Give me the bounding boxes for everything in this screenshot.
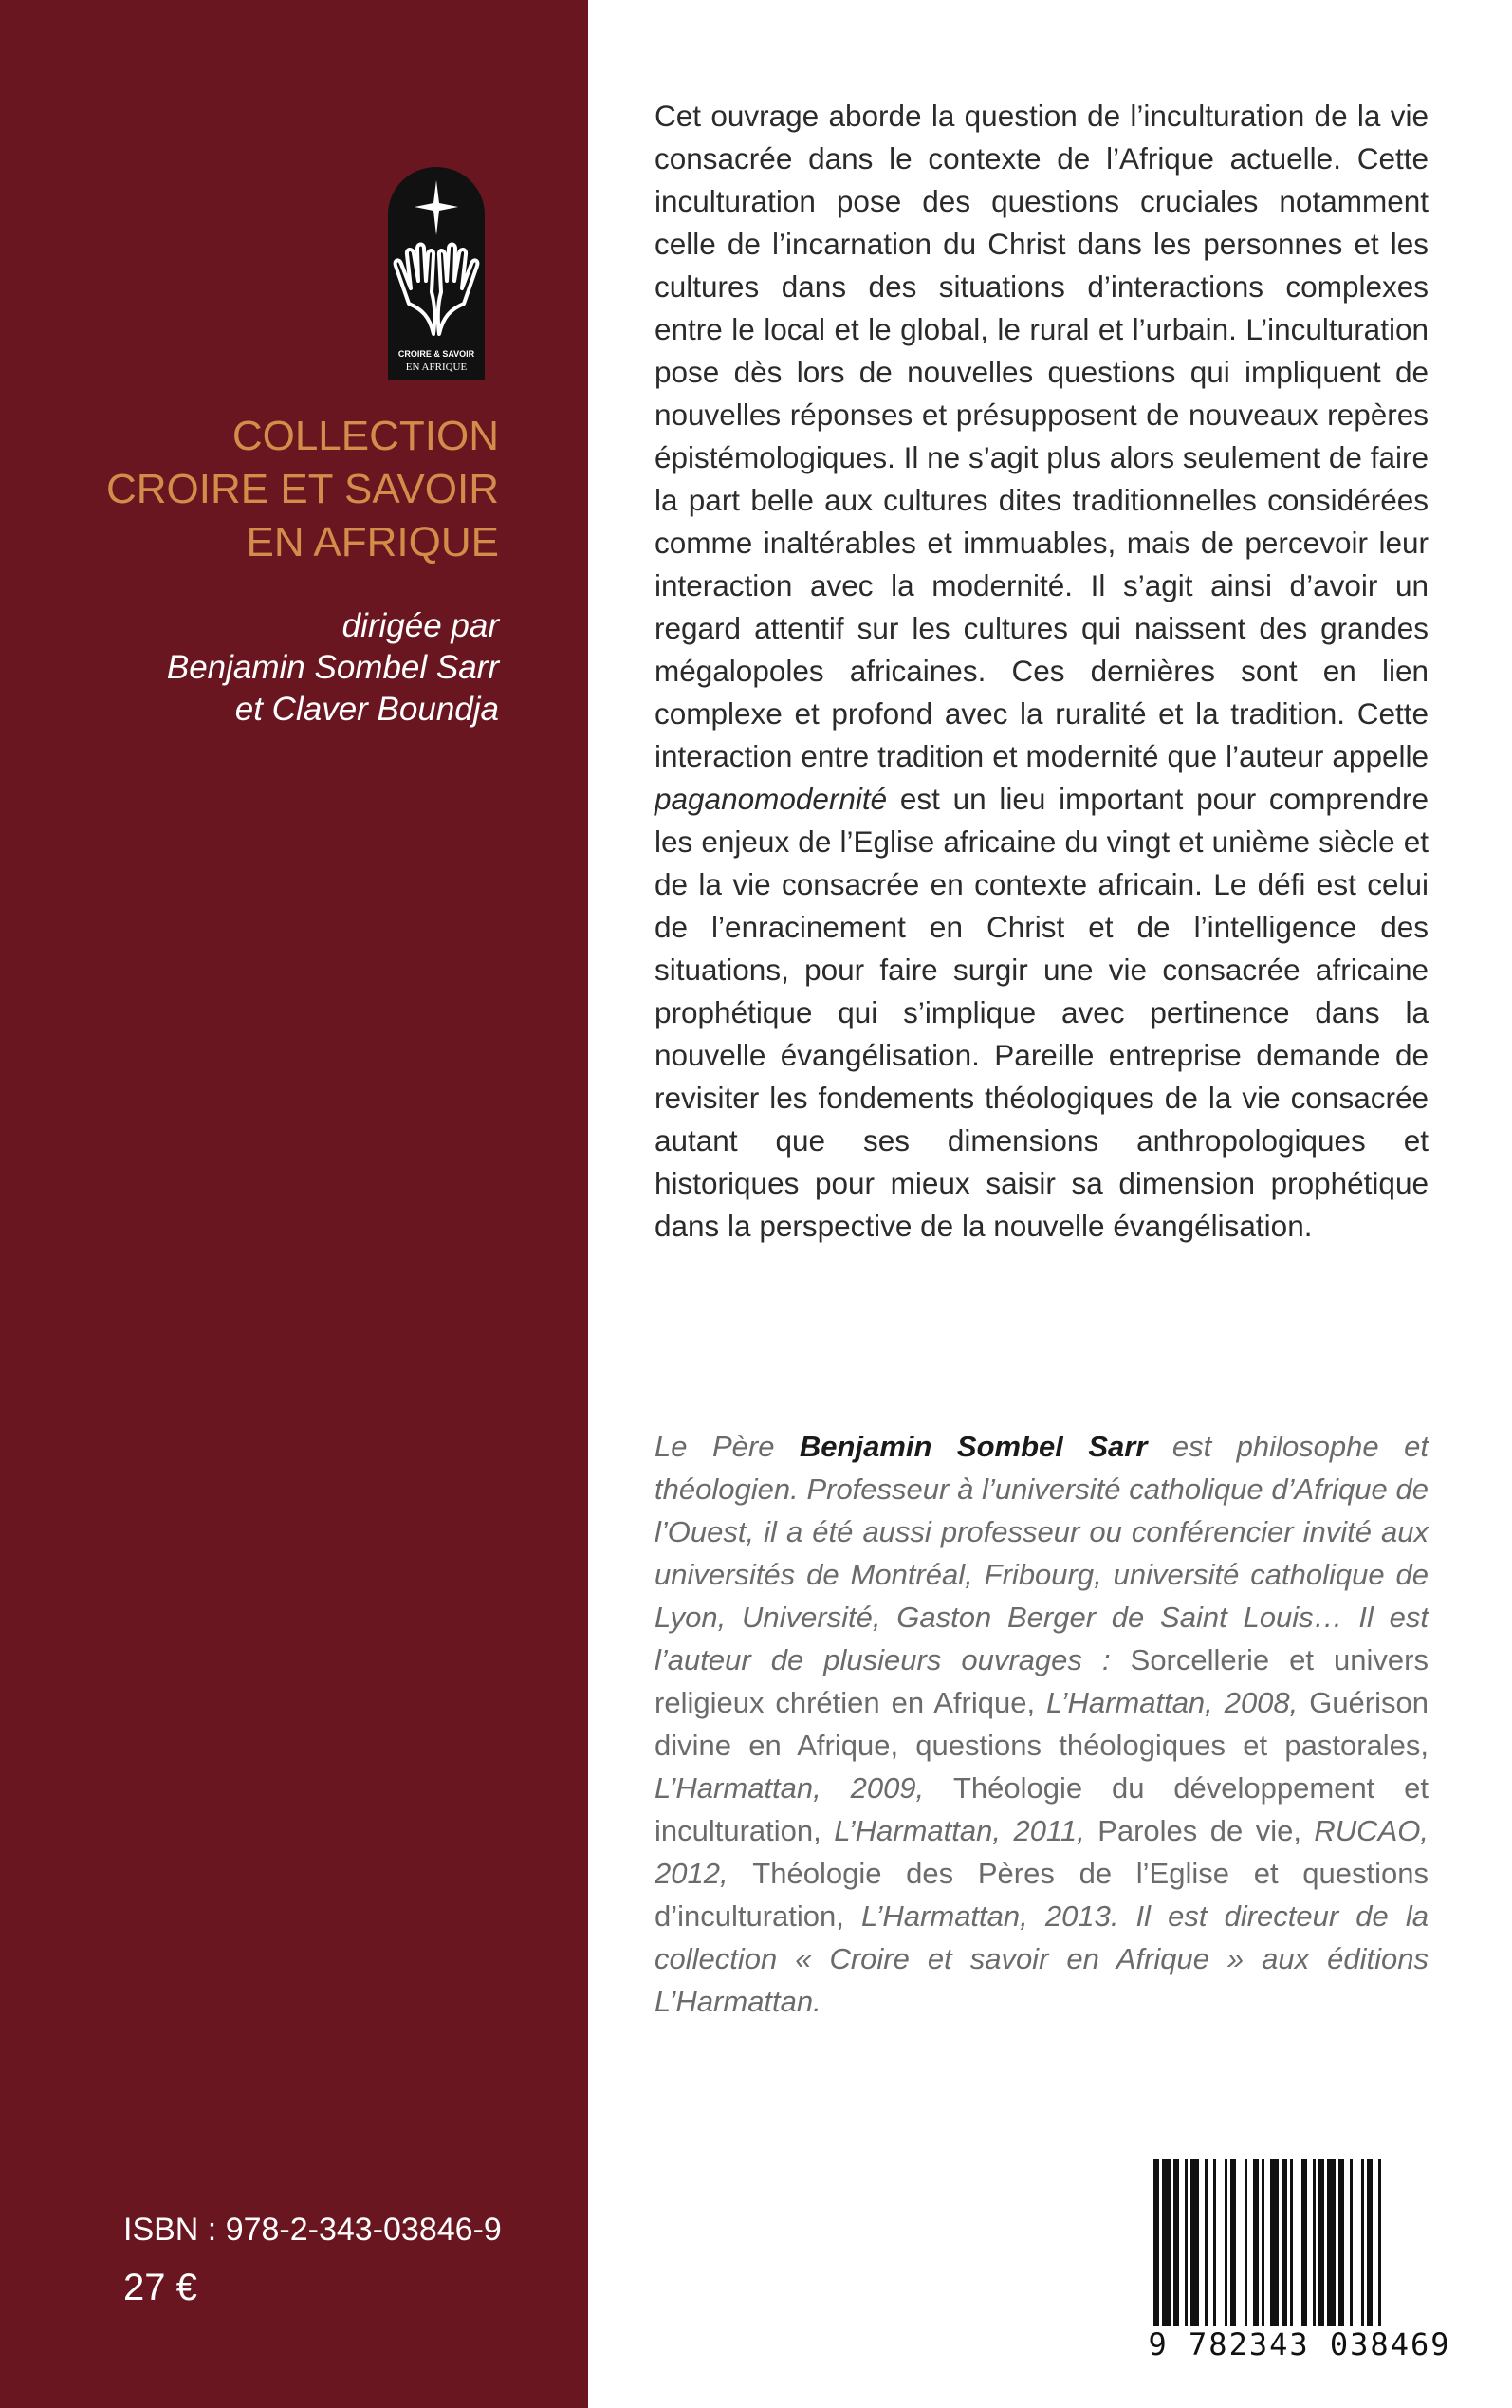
collection-title (38, 410, 499, 569)
bio-part7: L’Harmattan, 2013. Il est directeur de la collection « Croire et savoir en Afrique » aux éditions L’Harmattan. (655, 1899, 1429, 2018)
summary-term: paganomodernité (655, 782, 888, 816)
logo-text-line2: EN AFRIQUE (405, 361, 468, 373)
author-name: Benjamin Sombel Sarr (799, 1430, 1148, 1463)
back-cover-spine-panel (0, 0, 588, 2408)
summary-part2: est un lieu important pour comprendre les enjeux de l’Eglise africaine du vingt et unième siècle et de la vie consacrée en contexte africain. Le défi est celui de l’enracinement en Christ et de l’intelligence des situations, pour faire surgir une vie consacrée africaine prophétique qui s’implique avec pertinence dans la nouvelle évangélisation. Pareille entreprise demande de revisiter les fondements théologiques de la vie consacrée autant que ses dimensions anthropologiques et historiques pour mieux saisir sa dimension prophétique dans la perspective de la nouvelle évangélisation. (655, 782, 1429, 1243)
barcode (1146, 2159, 1453, 2374)
collection-logo (388, 167, 485, 380)
hands-and-star-icon (388, 167, 485, 380)
collection-directors (38, 605, 499, 731)
logo-text-line1: CROIRE & SAVOIR (397, 349, 475, 359)
barcode-bars (1146, 2159, 1453, 2330)
bio-part6: RUCAO, 2012, (655, 1814, 1429, 1890)
bio-part2: est philosophe et théologien. Professeur à l’université catholique d’Afrique de l’Ouest, il a été aussi professeur ou conférencier invité aux universités de Montréal, Fribourg, université catholique de Lyon, Université, Gaston Berger de Saint Louis… Il est l’auteur de plusieurs ouvrages : (655, 1430, 1429, 1676)
book-title-1: Sorcellerie et univers religieux chrétien en Afrique, (655, 1643, 1429, 1719)
directors-line2: Benjamin Sombel Sarr (166, 649, 499, 686)
bio-part5: L’Harmattan, 2011, (834, 1814, 1098, 1847)
book-title-3: Théologie du développement et inculturation, (655, 1771, 1429, 1847)
isbn-number: ISBN : 978-2-343-03846-9 (123, 2212, 502, 2248)
bio-part1: Le Père (655, 1430, 800, 1463)
summary-part1: Cet ouvrage aborde la question de l’inculturation de la vie consacrée dans le contexte de l’Afrique actuelle. Cette inculturation pose des questions cruciales notamment celle de l’incarnation du Christ dans les personnes et les cultures dans des situations d’interactions complexes entre le local et le global, le rural et l’urbain. L’inculturation pose dès lors de nouvelles questions qui impliquent de nouvelles réponses et présupposent de nouveaux repères épistémologiques. Il ne s’agit plus alors seulement de faire la part belle aux cultures dites traditionnelles considérées comme inaltérables et immuables, mais de percevoir leur interaction avec la modernité. Il s’agit ainsi d’avoir un regard attentif sur les cultures qui naissent des grandes mégalopoles africaines. Ces dernières sont en lien complexe et profond avec la ruralité et la tradition. Cette interaction entre tradition et modernité que l’auteur appelle (655, 99, 1429, 773)
author-biography (655, 1425, 1429, 2023)
book-title-5: Théologie des Pères de l’Eglise et questions d’inculturation, (655, 1857, 1429, 1933)
directors-line1: dirigée par (341, 607, 499, 644)
bio-part3: L’Harmattan, 2008, (1046, 1686, 1310, 1719)
price-label: 27 € (123, 2267, 197, 2308)
bio-part4: L’Harmattan, 2009, (655, 1771, 953, 1805)
directors-line3: et Claver Boundja (234, 691, 499, 728)
collection-title-line2: CROIRE ET SAVOIR (105, 466, 499, 512)
barcode-digits: 9 782343 038469 (1146, 2326, 1453, 2362)
book-title-2: Guérison divine en Afrique, questions théologiques et pastorales, (655, 1686, 1429, 1762)
collection-title-line3: EN AFRIQUE (246, 519, 499, 565)
book-summary (655, 95, 1429, 1248)
collection-title-line1: COLLECTION (231, 413, 499, 459)
book-title-4: Paroles de vie, (1097, 1814, 1315, 1847)
